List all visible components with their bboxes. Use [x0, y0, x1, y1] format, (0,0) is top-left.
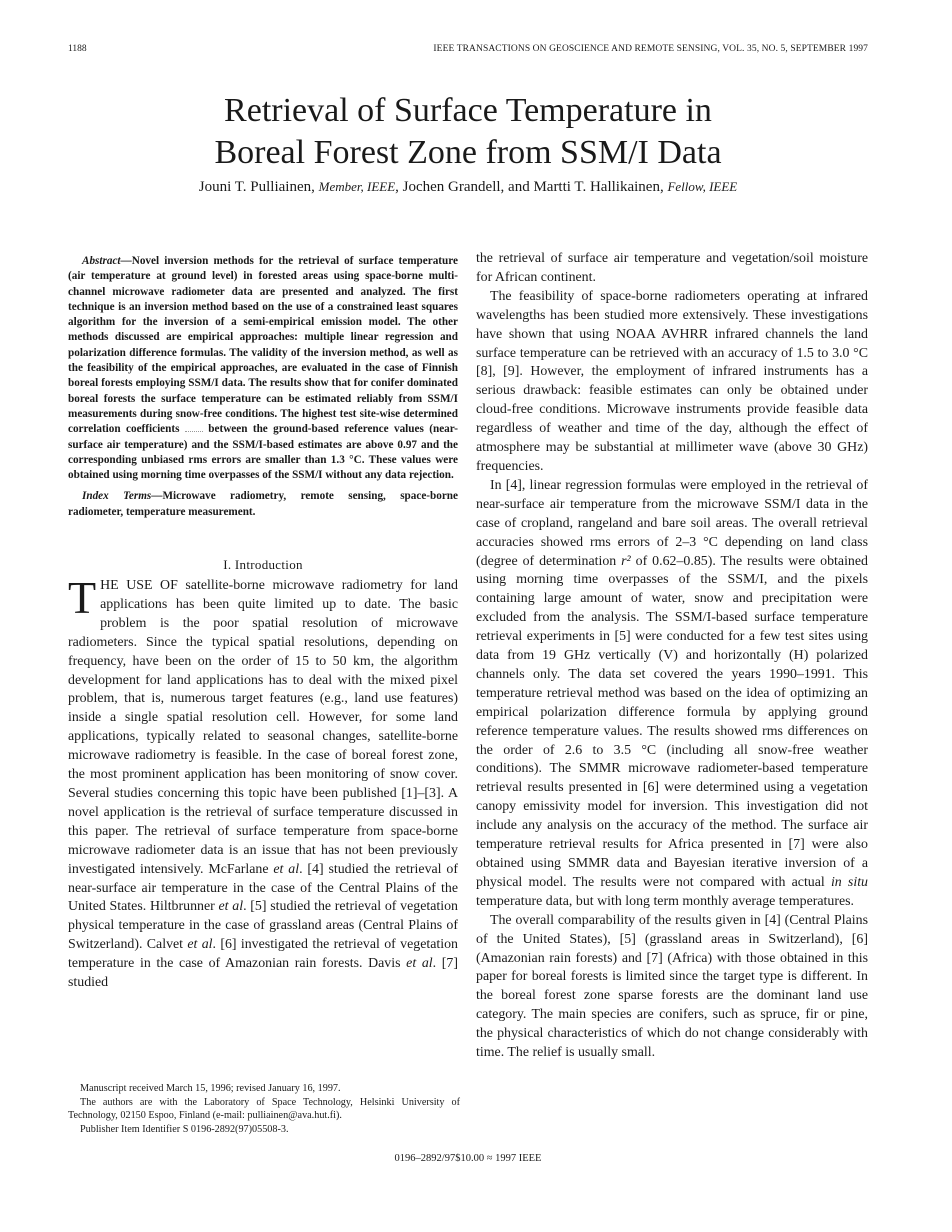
right-paragraph-1: The feasibility of space-borne radiometers operating at infrared wavelengths has been studied more extensively. These investigations have shown that using NOAA AVHRR infrared channels the land surface temperature can be retrieved with an accuracy of 1.5 to 3.0 °C [8], [9]. However, the employment of infrared instruments has a serious drawback: feasible estimates can only be obtained under cloud-free conditions. Microwave instruments provide feasible data regardless of weather and time of the day, although the effect of atmosphere may be substantial at millimeter wave (above 30 GHz) frequencies.	[476, 288, 868, 474]
left-column	[68, 254, 458, 993]
right-paragraph-2	[476, 477, 868, 912]
intro-text-a: satellite-borne microwave radiometry for land applications has been quite limited up to date. The basic problem is the poor spatial resolution of microwave radiometers. Since the typical spatial resolutions, depending on frequency, have been on the order of 15 to 50 km, the algorithm development for land applications has to deal with the mixed pixel problem, that is, numerous target features (e.g., land use features) inside a single spatial resolution cell. However, for some land applications, typically related to seasonal changes, satellite-borne microwave radiometry is feasible. In the case of boreal forest zone, the most prominent application has been monitoring of snow cover. Several studies concerning this topic have been published [1]–[3]. A novel application is the retrieval of surface temperature discussed in this paper. The retrieval of surface temperature from space-borne microwave radiometer data is an issue that has not been previously investigated intensively. McFarlane	[68, 578, 458, 877]
title-line-1: Retrieval of Surface Temperature in	[224, 92, 712, 129]
intro-text-d: . [6] investigated the retrieval of vegetation temperature in the case of Amazonian rain forests. Davis	[68, 937, 458, 972]
garbled-symbol	[185, 431, 203, 432]
abstract-label: Abstract	[82, 255, 121, 267]
index-terms-text: —Microwave radiometry, remote sensing, space-borne radiometer, temperature measurement.	[68, 490, 458, 518]
intro-lead: HE USE OF	[100, 578, 178, 594]
authors-2-3: , Jochen Grandell, and Martti T. Hallikainen,	[395, 179, 664, 195]
author-3-grade: Fellow, IEEE	[667, 179, 738, 194]
copyright-footer: 0196–2892/97$10.00 ≈ 1997 IEEE	[394, 1153, 542, 1164]
intro-text-c: . [5] studied the retrieval of vegetation physical temperature in the case of grassland areas (Central Plains of Switzerland). Calvet	[68, 899, 458, 953]
right-p2-b: of 0.62–0.85). The results were obtained using morning time overpasses of the SSM/I, and the pixels containing large amount of water, snow and precipitation were excluded from the analysis. The SSM/I-based surface temperature retrieval experiments in [5] were conducted for a few test sites using data from 19 GHz vertically (V) and horizontally (H) polarized channels only. The data set covered the years 1990–1991. This temperature retrieval method was based on the idea of optimizing an empirical polarization difference formula by applying ground reference temperature values. The results showed rms differences on the order of 2.6 to 3.5 °C (including all snow-free weather conditions). The SMMR microwave radiometer-based temperature retrieval results presented in [6] were determined using a vegetation canopy emissivity model for inversion. This investigation did not include any analysis on the accuracy of the method. The surface air temperature retrieval results for Africa presented in [7] were also obtained using SMMR data and Bayesian iterative inversion of a physical model. The results were not compared with actual	[476, 553, 868, 890]
index-terms	[68, 489, 458, 520]
in-situ: in situ	[830, 874, 868, 890]
index-terms-label: Index Terms	[82, 490, 152, 503]
title-line-2: Boreal Forest Zone from SSM/I Data	[214, 134, 722, 171]
footnote	[68, 1082, 460, 1136]
intro-text-b: . [4] studied the retrieval of near-surface air temperature in the case of the Central Plains of the United States. Hiltbrunner	[68, 861, 458, 915]
footnote-identifier: Publisher Item Identifier S 0196-2892(97)05508-3.	[80, 1123, 289, 1135]
author-1-grade: Member, IEEE	[318, 179, 396, 194]
right-paragraph-3: The overall comparability of the results given in [4] (Central Plains of the United States), [5] (grassland areas in Switzerland), [6] (Amazonian rain forests) and [7] (Africa) with those obtained in this paper for boreal forests is limited since the target type is different. In the boreal forest zone sparse forests are the dominant land use category. The main species are conifers, such as spruce, fir or pine, the physical characteristics of which do not change considerably with time. The relief is usually small.	[476, 912, 868, 1061]
etal-2: et al	[218, 899, 244, 915]
r-squared: r²	[621, 553, 631, 569]
abstract	[68, 254, 458, 483]
footnote-received: Manuscript received March 15, 1996; revised January 16, 1997.	[80, 1083, 341, 1094]
etal-4: et al	[406, 956, 433, 972]
page-number: 1188	[68, 44, 87, 54]
abstract-text-2: between the ground-based reference values (near-surface air temperature) and the SSM/I-based estimates are above 0.97 and the corresponding unbiased rms errors are smaller than 1.3 °C. These values were obtained using morning time overpasses of the SSM/I without any data rejection.	[68, 423, 459, 482]
footnote-affiliation: The authors are with the Laboratory of Space Technology, Helsinki University of Technology, 02150 Espoo, Finland (e-mail: pulliainen@ava.hut.fi).	[68, 1096, 460, 1121]
etal-1: et al	[273, 861, 300, 877]
right-column	[476, 250, 868, 1063]
running-header	[68, 44, 868, 58]
paper-title	[68, 90, 868, 174]
intro-text-e: . [7] studied	[68, 956, 458, 991]
right-p2-a: In [4], linear regression formulas were employed in the retrieval of near-surface air temperature from the microwave SSM/I data in the case of cropland, rangeland and bare soil areas. The overall retrieval accuracies showed rms errors of 2–3 °C depending on land class (degree of determination	[476, 477, 868, 569]
abstract-text-1: —Novel inversion methods for the retrieval of surface temperature (air temperature at ground level) in forested areas using space-borne multi-channel microwave radiometer data are presented and analyzed. The first technique is an inversion method based on the use of a constrained least squares algorithm for the inversion of a semi-empirical emission model. The other methods discussed are empirical approaches: multiple linear regression and polarization difference formulas. The validity of the inversion method, as well as the feasibility of the empirical approaches, are evaluated in the case of Finnish boreal forests employing SSM/I data. The results show that for conifer dominated boreal forests the surface temperature can be estimated reliably from SSM/I measurements during snow-free conditions. The highest test site-wise determined correlation coefficients	[68, 255, 458, 436]
drop-cap: T	[68, 572, 97, 624]
etal-3: et al	[187, 937, 213, 953]
intro-paragraph	[68, 572, 458, 993]
right-p2-c: temperature data, but with long term monthly average temperatures.	[476, 893, 854, 909]
journal-title: IEEE TRANSACTIONS ON GEOSCIENCE AND REMOTE SENSING, VOL. 35, NO. 5, SEPTEMBER 1997	[433, 44, 868, 54]
author-list	[68, 177, 868, 197]
author-1: Jouni T. Pulliainen,	[198, 179, 315, 195]
right-paragraph-0: the retrieval of surface air temperature and vegetation/soil moisture for African continent.	[476, 251, 868, 285]
section-heading: I. Introduction	[223, 557, 303, 573]
